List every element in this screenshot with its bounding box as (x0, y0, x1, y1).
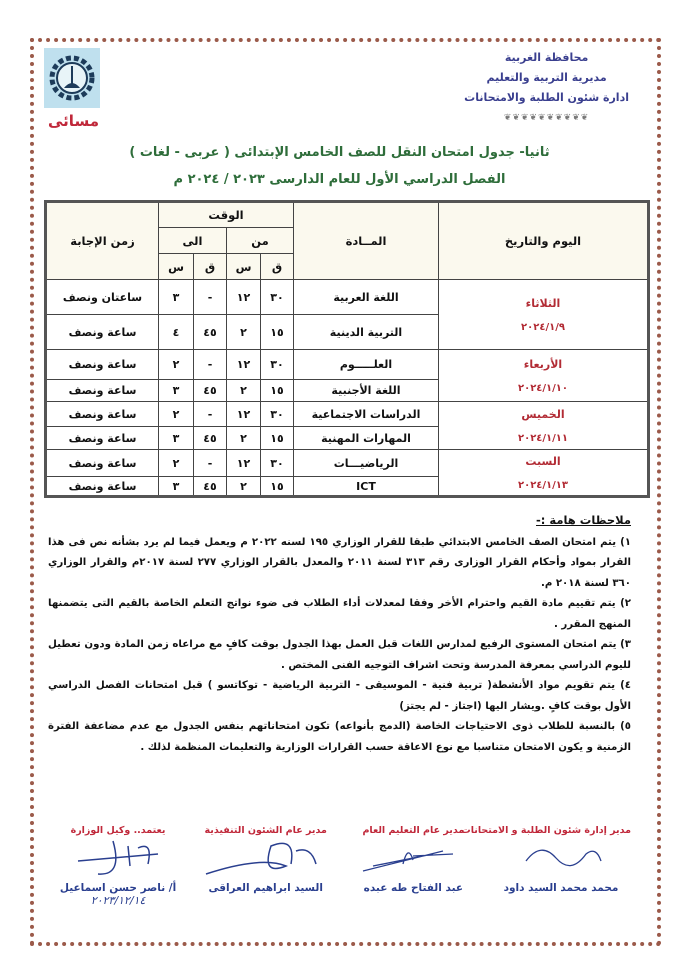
subject-cell: العلـــــوم (294, 350, 439, 380)
to-m-cell: - (194, 402, 227, 427)
table-row (46, 350, 649, 380)
header-from-minute: ق (261, 254, 294, 280)
from-h-cell: ٢ (227, 315, 261, 350)
signature-block (48, 825, 188, 907)
signature-name: محمد محمد السيد داود (503, 882, 619, 894)
to-m-cell: ٤٥ (194, 427, 227, 450)
table-row (46, 402, 649, 427)
signature-title: يعتمد.. وكيل الوزارة (70, 825, 166, 836)
day-name: الأربعاء (523, 357, 563, 371)
document-subtitle: الفصل الدراسي الأول للعام الدارسى ٢٠٢٣ / ٢٠٢٤ م (173, 172, 506, 187)
subject-cell: اللغة الأجنبية (294, 380, 439, 402)
signature-block (343, 825, 483, 907)
from-h-cell: ١٢ (227, 350, 261, 380)
from-h-cell: ١٢ (227, 280, 261, 315)
to-m-cell: - (194, 350, 227, 380)
subject-cell: التربية الدينية (294, 315, 439, 350)
from-m-cell: ١٥ (261, 477, 294, 497)
org-header (464, 48, 629, 128)
duration-cell: ساعة ونصف (46, 427, 159, 450)
to-h-cell: ٢ (159, 450, 194, 477)
signature-block (461, 825, 631, 907)
signature-title: مدير عام التعليم العام (362, 825, 465, 836)
note-item: ٢) يتم تقييم مادة القيم واحترام الأخر وفقا لمعدلات أداء الطلاب فى ضوء نواتج التعلم الخاصة بالقيم التى يتضمنها المنهج المقرر . (48, 598, 631, 630)
header-to-hour: س (159, 254, 194, 280)
signature-name: أ/ ناصر حسن اسماعيل (59, 882, 177, 894)
gear-mosque-icon (48, 54, 96, 102)
header-subject: المــادة (294, 202, 439, 280)
table-row (46, 450, 649, 477)
from-m-cell: ٣٠ (261, 350, 294, 380)
to-h-cell: ٣ (159, 477, 194, 497)
signature-name: السيد ابراهيم العراقى (208, 882, 323, 894)
ornament: ❦❦❦❦❦❦❦❦❦❦ (503, 113, 590, 123)
from-m-cell: ٣٠ (261, 280, 294, 315)
day-name: الثلاثاء (525, 296, 561, 310)
notes-section (48, 510, 631, 758)
from-m-cell: ٣٠ (261, 450, 294, 477)
from-m-cell: ١٥ (261, 427, 294, 450)
from-m-cell: ٣٠ (261, 402, 294, 427)
signature-block (196, 825, 336, 907)
table-row (46, 280, 649, 315)
signature-name: عبد الفتاح طه عبده (363, 882, 464, 894)
day-name: السبت (525, 454, 561, 468)
day-date-cell (439, 280, 649, 350)
duration-cell: ساعة ونصف (46, 477, 159, 497)
document-title: ثانيا- جدول امتحان النقل للصف الخامس الإبتدائى ( عربى - لغات ) (129, 145, 550, 160)
signatures (48, 825, 631, 907)
header-time: الوقت (159, 202, 294, 228)
duration-cell: ساعة ونصف (46, 380, 159, 402)
duration-cell: ساعة ونصف (46, 402, 159, 427)
day-date-cell (439, 350, 649, 402)
to-h-cell: ٣ (159, 427, 194, 450)
note-item: ٤) يتم تقويم مواد الأنشطة( تربية فنية - الموسيقى - التربية الرياضية - توكاتسو ) قبل امتحانات الفصل الدراسي الأول بوقت كافٍ .ويشار اليها (اجتاز - لم يجتز) (48, 680, 631, 712)
header-day-date: اليوم والتاريخ (439, 202, 649, 280)
from-h-cell: ١٢ (227, 450, 261, 477)
exam-schedule-table (44, 200, 650, 498)
duration-cell: ساعة ونصف (46, 450, 159, 477)
exam-date: ٢٠٢٤/١/١٠ (517, 382, 569, 394)
to-h-cell: ٣ (159, 280, 194, 315)
subject-cell: اللغة العربية (294, 280, 439, 315)
header-from: من (227, 228, 294, 254)
from-h-cell: ٢ (227, 477, 261, 497)
duration-cell: ساعتان ونصف (46, 280, 159, 315)
note-item: ١) يتم امتحان الصف الخامس الابتدائي طبقا للقرار الوزاري ١٩٥ لسنه ٢٠٢٢ م ويعمل فيما لم يرد بشأنه نص فى هذا القرار بمواد وأحكام القرار الوزارى رقم ٣١٣ لسنة ٢٠١١ والمعدل بالقرار الوزاري ٢٧٧ لسنة ٢٠١٧م والقرار الوزاري ٣٦٠ لسنة ٢٠١٨ م. (48, 536, 631, 589)
from-m-cell: ١٥ (261, 380, 294, 402)
to-h-cell: ٢ (159, 402, 194, 427)
to-m-cell: ٤٥ (194, 315, 227, 350)
to-h-cell: ٤ (159, 315, 194, 350)
handwritten-signature (58, 836, 178, 876)
directorate: مديرية التربية والتعليم (486, 71, 607, 84)
subject-cell: الرياضيـــات (294, 450, 439, 477)
to-h-cell: ٢ (159, 350, 194, 380)
subject-cell: الدراسات الاجتماعية (294, 402, 439, 427)
handwritten-signature (511, 836, 611, 876)
governorate: محافظة الغربية (504, 51, 589, 64)
exam-date: ٢٠٢٤/١/١٣ (517, 479, 569, 491)
from-m-cell: ١٥ (261, 315, 294, 350)
to-m-cell: ٤٥ (194, 477, 227, 497)
shift-label: مسائى (48, 112, 99, 130)
from-h-cell: ١٢ (227, 402, 261, 427)
department: ادارة شئون الطلبة والامتحانات (464, 91, 629, 104)
exam-date: ٢٠٢٤/١/٩ (521, 321, 565, 333)
subject-cell: ICT (294, 477, 439, 497)
duration-cell: ساعة ونصف (46, 315, 159, 350)
day-date-cell (439, 450, 649, 497)
to-h-cell: ٣ (159, 380, 194, 402)
day-date-cell (439, 402, 649, 450)
from-h-cell: ٢ (227, 427, 261, 450)
header-duration: زمن الإجابة (46, 202, 159, 280)
signature-title: مدير إدارة شئون الطلبة و الامتحانات (461, 825, 631, 836)
directorate-logo (44, 48, 100, 108)
from-h-cell: ٢ (227, 380, 261, 402)
notes-title: ملاحظات هامة :- (536, 513, 631, 527)
handwritten-signature (353, 836, 473, 876)
to-m-cell: - (194, 280, 227, 315)
signature-title: مدير عام الشئون التنفيذية (204, 825, 327, 836)
header-from-hour: س (227, 254, 261, 280)
subject-cell: المهارات المهنية (294, 427, 439, 450)
note-item: ٣) يتم امتحان المستوى الرفيع لمدارس اللغات قبل العمل بهذا الجدول بوقت كافٍ مع مراعاه زمن المادة ودون تعطيل لليوم الدراسي بمعرفة المدرسة وتحت اشراف التوجيه الفنى المختص . (48, 639, 631, 671)
header-to-minute: ق (194, 254, 227, 280)
signature-date: ٢٠٢٣/١٢/١٤ (90, 894, 146, 907)
to-m-cell: - (194, 450, 227, 477)
header-to: الى (159, 228, 227, 254)
day-name: الخميس (521, 407, 565, 421)
exam-date: ٢٠٢٤/١/١١ (517, 432, 569, 444)
to-m-cell: ٤٥ (194, 380, 227, 402)
duration-cell: ساعة ونصف (46, 350, 159, 380)
note-item: ٥) بالنسبة للطلاب ذوى الاحتياجات الخاصة (الدمج بأنواعه) تكون امتحاناتهم بنفس الجدول مع عدم مضاعفة الفترة الزمنية و يكون الامتحان متناسبا مع نوع الاعاقة حسب القرارات الوزارية والتعليمات المنظمة لذلك . (48, 721, 631, 753)
handwritten-signature (201, 836, 331, 876)
